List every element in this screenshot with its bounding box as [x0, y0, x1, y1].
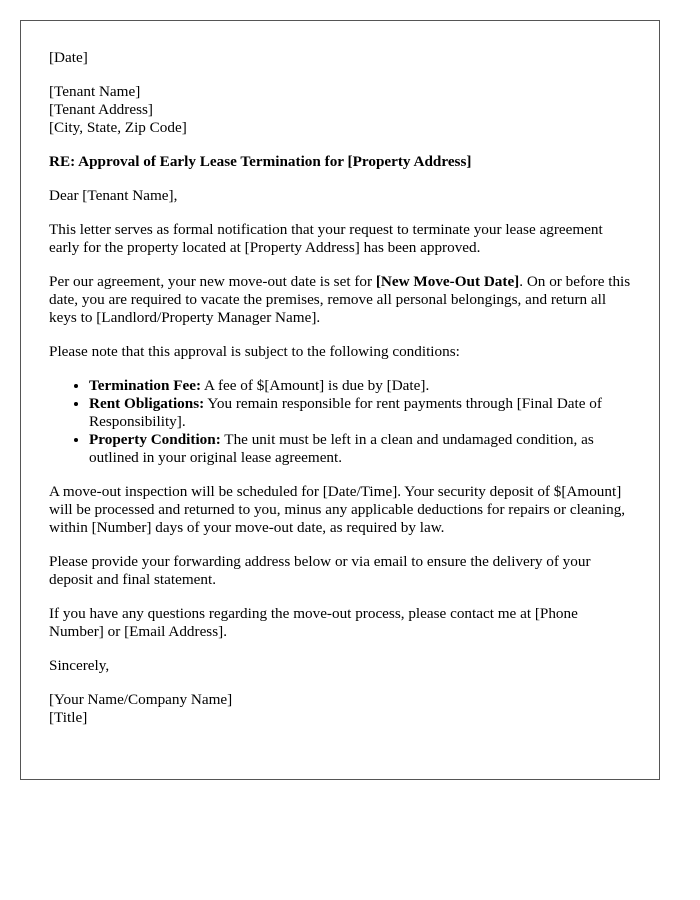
signature-block: [49, 691, 635, 727]
condition-text: The unit must be left in a clean and undamaged condition, as outlined in your original lease agreement.: [89, 431, 594, 466]
signature-name: [Your Name/Company Name]: [49, 691, 233, 708]
recipient-city-state-zip: [City, State, Zip Code]: [49, 119, 187, 136]
salutation: Dear [Tenant Name],: [49, 187, 178, 204]
conditions-list: [49, 377, 635, 467]
condition-label: Termination Fee:: [89, 377, 202, 394]
recipient-block: [49, 83, 635, 137]
closing: Sincerely,: [49, 657, 110, 674]
paragraph-conditions-intro: Please note that this approval is subject to the following conditions:: [49, 343, 460, 360]
condition-text: You remain responsible for rent payments through [Final Date of Responsibility].: [89, 395, 602, 430]
subject-line: RE: Approval of Early Lease Termination for [Property Address]: [49, 153, 472, 170]
move-out-text-after: . On or before this date, you are required to vacate the premises, remove all personal belongings, and return all keys to [Landlord/Property Manager Name].: [49, 273, 631, 326]
condition-termination-fee: [89, 377, 635, 395]
recipient-name: [Tenant Name]: [49, 83, 141, 100]
condition-rent-obligations: [89, 395, 635, 431]
paragraph-move-out-date: [49, 273, 635, 327]
recipient-address: [Tenant Address]: [49, 101, 153, 118]
signature-title: [Title]: [49, 709, 88, 726]
paragraph-inspection-deposit: A move-out inspection will be scheduled for [Date/Time]. Your security deposit of $[Amount] will be processed and returned to you, minus any applicable deductions for repairs or cleaning, within [Number] days of your move-out date, as required by law.: [49, 483, 626, 536]
move-out-date-placeholder: [New Move-Out Date]: [375, 273, 520, 290]
paragraph-contact: If you have any questions regarding the move-out process, please contact me at [Phone Number] or [Email Address].: [49, 605, 578, 640]
letter-date: [Date]: [49, 49, 88, 66]
move-out-text-before: Per our agreement, your new move-out date is set for: [49, 273, 376, 290]
paragraph-forwarding-address: Please provide your forwarding address below or via email to ensure the delivery of your deposit and final statement.: [49, 553, 591, 588]
letter-document: [20, 20, 660, 780]
condition-label: Rent Obligations:: [89, 395, 205, 412]
condition-text: A fee of $[Amount] is due by [Date].: [201, 377, 430, 394]
condition-label: Property Condition:: [89, 431, 221, 448]
condition-property-condition: [89, 431, 635, 467]
paragraph-approval-notice: This letter serves as formal notification that your request to terminate your lease agreement early for the property located at [Property Address] has been approved.: [49, 221, 603, 256]
